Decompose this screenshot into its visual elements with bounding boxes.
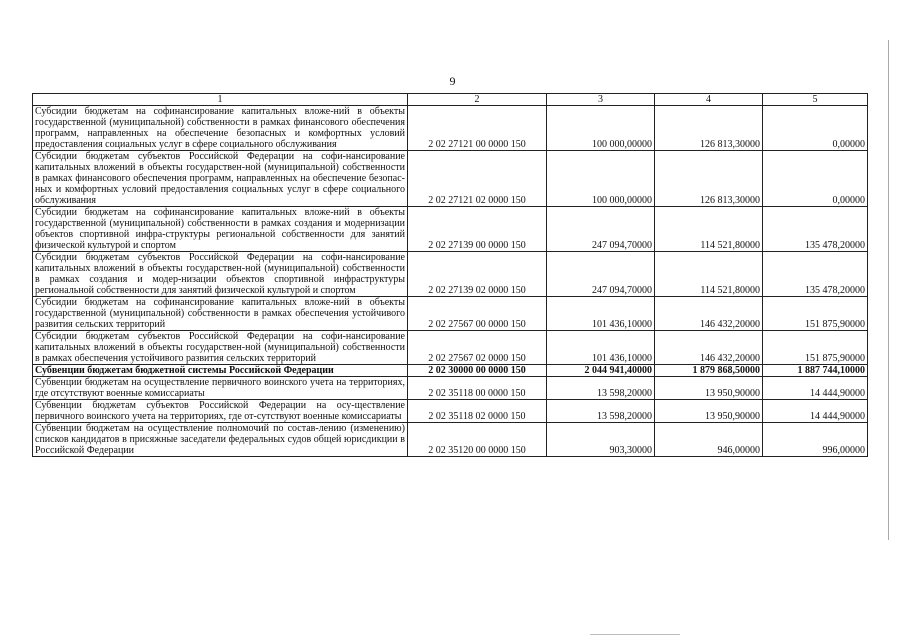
amount-cell-col5: 14 444,90000	[763, 400, 868, 423]
amount-cell-col4: 1 879 868,50000	[655, 365, 763, 377]
amount-cell-col4: 114 521,80000	[655, 207, 763, 252]
code-cell: 2 02 27139 02 0000 150	[408, 252, 547, 297]
table-row	[33, 106, 868, 151]
scan-edge-mark	[888, 40, 889, 540]
amount-cell-col3: 101 436,10000	[547, 331, 655, 365]
amount-cell-col4: 13 950,90000	[655, 377, 763, 400]
code-cell: 2 02 27567 00 0000 150	[408, 297, 547, 331]
amount-cell-col5: 151 875,90000	[763, 331, 868, 365]
table-row	[33, 207, 868, 252]
code-cell: 2 02 30000 00 0000 150	[408, 365, 547, 377]
description-cell: Субвенции бюджетам на осуществление первичного воинского учета на территориях, где отсутствуют военные комиссариаты	[33, 377, 408, 400]
table-row	[33, 400, 868, 423]
table-row	[33, 331, 868, 365]
table-row	[33, 252, 868, 297]
amount-cell-col4: 114 521,80000	[655, 252, 763, 297]
table-row	[33, 377, 868, 400]
amount-cell-col3: 13 598,20000	[547, 400, 655, 423]
description-cell: Субсидии бюджетам на софинансирование капитальных вложе-ний в объекты государственной (муниципальной) собственности в рамках создания и модернизации объектов спортивной инфра-структуры региональной собственности для занятий физической культурой и спортом	[33, 207, 408, 252]
description-cell: Субвенции бюджетам субъектов Российской Федерации на осу-ществление первичного воинского учета на территориях, где от-сутствуют военные комиссариаты	[33, 400, 408, 423]
description-cell: Субсидии бюджетам субъектов Российской Федерации на софи-нансирование капитальных вложений в объекты государствен-ной (муниципальной) собственности в рамках финансового обеспечения программ, направленных на обеспечение безопас-ных и комфортных условий предоставления социальных услуг в сфере социального обслуживания	[33, 151, 408, 207]
amount-cell-col5: 0,00000	[763, 106, 868, 151]
amount-cell-col5: 1 887 744,10000	[763, 365, 868, 377]
amount-cell-col5: 0,00000	[763, 151, 868, 207]
budget-table	[32, 93, 868, 457]
amount-cell-col3: 100 000,00000	[547, 106, 655, 151]
amount-cell-col5: 151 875,90000	[763, 297, 868, 331]
code-cell: 2 02 27139 00 0000 150	[408, 207, 547, 252]
description-cell: Субвенции бюджетам бюджетной системы Российской Федерации	[33, 365, 408, 377]
code-cell: 2 02 27121 00 0000 150	[408, 106, 547, 151]
amount-cell-col4: 13 950,90000	[655, 400, 763, 423]
code-cell: 2 02 35118 00 0000 150	[408, 377, 547, 400]
table-row	[33, 151, 868, 207]
table-row	[33, 365, 868, 377]
header-cell-1: 1	[33, 94, 408, 106]
amount-cell-col3: 2 044 941,40000	[547, 365, 655, 377]
amount-cell-col4: 146 432,20000	[655, 331, 763, 365]
code-cell: 2 02 35118 02 0000 150	[408, 400, 547, 423]
amount-cell-col4: 146 432,20000	[655, 297, 763, 331]
amount-cell-col4: 946,00000	[655, 423, 763, 457]
header-row	[33, 94, 868, 106]
amount-cell-col3: 247 094,70000	[547, 252, 655, 297]
amount-cell-col3: 13 598,20000	[547, 377, 655, 400]
header-cell-2: 2	[408, 94, 547, 106]
budget-table-body	[33, 94, 868, 457]
amount-cell-col5: 135 478,20000	[763, 207, 868, 252]
amount-cell-col5: 14 444,90000	[763, 377, 868, 400]
description-cell: Субвенции бюджетам на осуществление полномочий по состав-лению (изменению) списков кандидатов в присяжные заседатели федеральных судов общей юрисдикции в Российской Федерации	[33, 423, 408, 457]
code-cell: 2 02 27121 02 0000 150	[408, 151, 547, 207]
page-number: 9	[449, 74, 456, 88]
amount-cell-col3: 100 000,00000	[547, 151, 655, 207]
amount-cell-col3: 903,30000	[547, 423, 655, 457]
table-row	[33, 297, 868, 331]
description-cell: Субсидии бюджетам на софинансирование капитальных вложе-ний в объекты государственной (муниципальной) собственности в рамках финансового обеспечения программ, направленных на обеспечение безопасных и комфортных условий предоставления социальных услуг в сфере социального обслуживания	[33, 106, 408, 151]
description-cell: Субсидии бюджетам субъектов Российской Федерации на софи-нансирование капитальных вложений в объекты государствен-ной (муниципальной) собственности в рамках обеспечения устойчивого развития сельских территорий	[33, 331, 408, 365]
code-cell: 2 02 27567 02 0000 150	[408, 331, 547, 365]
header-cell-4: 4	[655, 94, 763, 106]
header-cell-3: 3	[547, 94, 655, 106]
amount-cell-col5: 135 478,20000	[763, 252, 868, 297]
amount-cell-col3: 247 094,70000	[547, 207, 655, 252]
scan-bottom-mark	[590, 634, 680, 635]
header-cell-5: 5	[763, 94, 868, 106]
description-cell: Субсидии бюджетам на софинансирование капитальных вложе-ний в объекты государственной (муниципальной) собственности в рамках обеспечения устойчивого развития сельских территорий	[33, 297, 408, 331]
description-cell: Субсидии бюджетам субъектов Российской Федерации на софи-нансирование капитальных вложений в объекты государствен-ной (муниципальной) собственности в рамках создания и модер-низации объектов спортивной инфраструктуры региональной собственности для занятий физической культурой и спортом	[33, 252, 408, 297]
amount-cell-col4: 126 813,30000	[655, 151, 763, 207]
amount-cell-col3: 101 436,10000	[547, 297, 655, 331]
amount-cell-col5: 996,00000	[763, 423, 868, 457]
code-cell: 2 02 35120 00 0000 150	[408, 423, 547, 457]
table-row	[33, 423, 868, 457]
amount-cell-col4: 126 813,30000	[655, 106, 763, 151]
